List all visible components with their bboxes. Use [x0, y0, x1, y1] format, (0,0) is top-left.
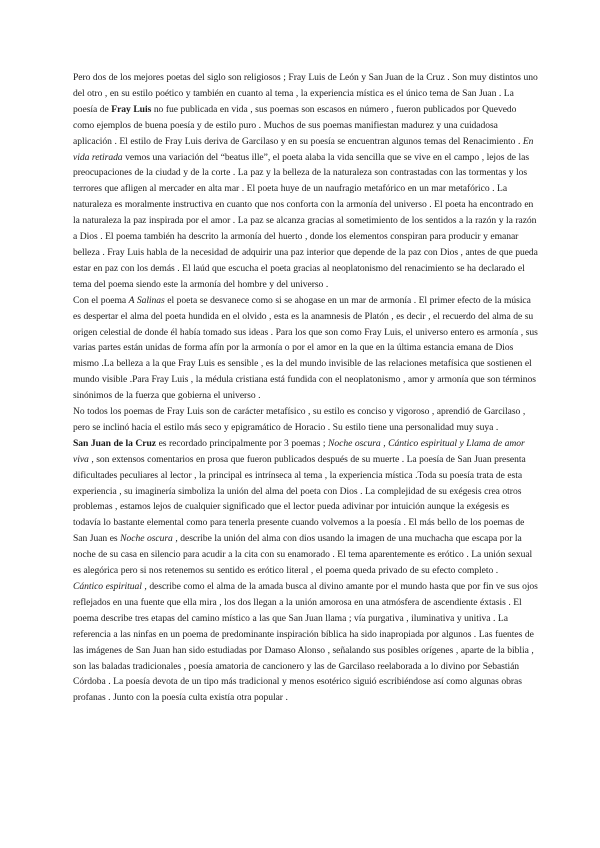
text-run: , son extensos comentarios en prosa que fueron publicados después de su muerte . La poesía de San Juan presenta dificultades peculiares al lector , la principal es intrínseca al tema , la experiencia mística .Toda su poesía trata de esta experiencia , su imaginería simboliza la unión del alma del poeta con Dios . La complejidad de su exégesis crea otros problemas , estamos lejos de cualquier significado que el lector pueda adivinar por intuición aunque la exégesis es todavía lo bastante elemental como para tenerla presente cuando volvemos a la poesía . El más bello de los poemas de San Juan es — [73, 453, 526, 545]
bold-name-san-juan: San Juan de la Cruz — [73, 437, 157, 449]
italic-poem-titles: Noche oscura , Cántico espiritual y Llama de amor viva — [73, 437, 525, 465]
paragraph-a-salinas — [73, 293, 539, 404]
text-run: Pero dos de los mejores poetas del siglo son religiosos ; Fray Luis de León y San Juan de la Cruz . Son muy distintos uno del otro , en su estilo poético y también en cuanto al tema , la experiencia mística es el único tema de San Juan . La poesía de — [73, 72, 538, 115]
text-run: vemos una variación del “beatus ille”, el poeta alaba la vida sencilla que se vive en el campo , lejos de las preocupaciones de la ciudad y de la corte . La paz y la belleza de la naturaleza son contrastadas con las tormentas y los terrores que afligen al mercader en alta mar . El poeta huye de un naufragio metafórico en un mar metafórico . La naturaleza es moralmente instructiva en cuanto que nos conforta con la armonía del universo . El poeta ha encontrado en la naturaleza la paz inspirada por el amor . La paz se alcanza gracias al sometimiento de los sentidos a la razón y la razón a Dios . El poema también ha descrito la armonía del huerto , donde los elementos conspiran para producir y emanar belleza . Fray Luis habla de la necesidad de adquirir una paz interior que depende de la paz con Dios , antes de que pueda estar en paz con los demás . El laúd que escucha el poeta gracias al neoplatonismo del renacimiento se ha declarado el tema del poema siendo este la armonía del hombre y del universo . — [73, 151, 538, 290]
text-run: Con el poema — [73, 294, 129, 306]
paragraph-estilo — [73, 404, 539, 436]
paragraph-cantico — [73, 579, 539, 706]
text-run: , describe la unión del alma con dios usando la imagen de una muchacha que escapa por la noche de su casa en silencio para acudir a la cita con su enamorado . El tema aparentemente es erótico . La unión sexual es alegórica pero si nos retenemos su sentido es erótico literal , el poema queda privado de su efecto completo . — [73, 533, 533, 577]
italic-title-en-vida-retirada: En vida retirada — [73, 135, 534, 163]
paragraph-san-juan — [73, 436, 539, 579]
document-page — [73, 70, 539, 706]
italic-title-cantico-espiritual: Cántico espiritual , — [73, 581, 147, 592]
paragraph-fray-luis — [73, 70, 539, 293]
italic-title-noche-oscura: Noche oscura — [120, 533, 173, 545]
text-run: es recordado principalmente por 3 poemas ; — [156, 437, 329, 449]
italic-title-a-salinas: A Salinas — [128, 294, 165, 306]
text-run: el poeta se desvanece como si se ahogase en un mar de armonía . El primer efecto de la música es despertar el alma del poeta hundida en el olvido , esta es la anamnesis de Platón , es decir , el recuerdo del alma de su origen celestial de donde él había tomado sus ideas . Para los que son como Fray Luis, el universo entero es armonía , sus varias partes están unidas de forma afín por la armonía o por el amor en la que en la última estancia emana de Dios mismo .La belleza a la que Fray Luis es sensible , es la del mundo invisible de las relaciones metafísica que sostienen el mundo visible .Para Fray Luis , la médula cristiana está fundida con el neoplatonismo , amor y armonía que son términos sinónimos de la fuerza que gobierna el universo . — [73, 294, 538, 402]
text-run: no fue publicada en vida , sus poemas son escasos en número , fueron publicados por Quevedo como ejemplos de buena poesía y de estilo puro . Muchos de sus poemas manifiestan madurez y una cuidadosa aplicación . El estilo de Fray Luis deriva de Garcilaso y en su poesía se encuentran algunos temas del Renacimiento . — [73, 103, 523, 147]
text-run: No todos los poemas de Fray Luis son de carácter metafísico , su estilo es conciso y vigoroso , aprendió de Garcilaso , pero se inclinó hacia el estilo más seco y epigramático de Horacio . Su estilo tiene una personalidad muy suya . — [73, 406, 526, 433]
bold-name-fray-luis: Fray Luis — [111, 103, 152, 115]
text-run: describe como el alma de la amada busca al divino amante por el mundo hasta que por fin ve sus ojos reflejados en una fuente que ella mira , los dos llegan a la unión amorosa en una atmósfera de ascendiente éxtasis . El poema describe tres etapas del camino místico a las que San Juan llama ; vía purgativa , iluminativa y unitiva . La referencia a las ninfas en un poema de predominante inspiración bíblica ha sido inapropiada por algunos . Las fuentes de las imágenes de San Juan han sido estudiadas por Damaso Alonso , señalando sus posibles orígenes , aparte de la biblia , son las baladas tradicionales , poesía amatoria de cancionero y las de Garcilaso reelaborada a lo divino por Sebastián Córdoba . La poesía devota de un tipo más tradicional y menos esotérico siguió escribiéndose así como algunas obras profanas . Junto con la poesía culta existía otra popular . — [73, 581, 538, 704]
